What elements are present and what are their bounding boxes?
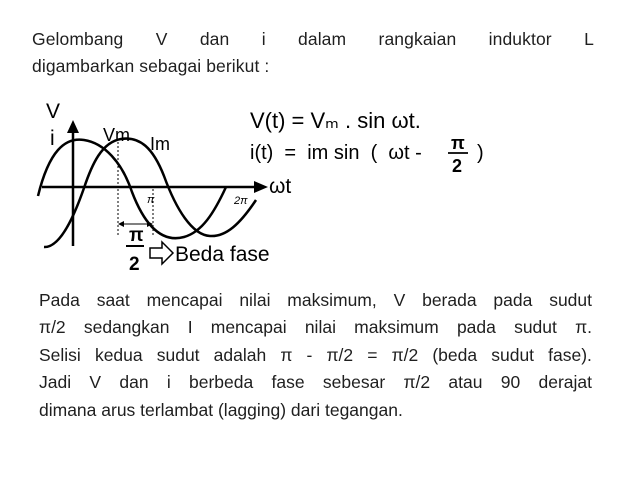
word: Pada xyxy=(39,290,80,310)
word: berada xyxy=(422,290,477,310)
paragraph-line xyxy=(39,342,592,369)
word: i xyxy=(166,372,171,393)
word: pada xyxy=(456,317,496,338)
word: kedua xyxy=(94,344,143,365)
horizontal-axis-arrow xyxy=(254,181,268,193)
word: induktor xyxy=(488,29,552,49)
word: (beda xyxy=(432,344,478,365)
word: = xyxy=(367,344,378,365)
word: sudut xyxy=(156,344,200,365)
word: V xyxy=(155,29,168,49)
beda-fase-label: Beda fase xyxy=(175,243,270,266)
axis-label-i: i xyxy=(50,127,55,150)
word: adalah xyxy=(213,344,267,365)
fraction-denominator: 2 xyxy=(129,254,140,275)
paragraph-line xyxy=(39,369,592,396)
intro-line-2: digambarkan sebagai berikut : xyxy=(32,56,270,76)
fraction-numerator: π xyxy=(129,225,144,246)
equation-close-paren: ) xyxy=(477,142,484,164)
word: i xyxy=(261,29,266,49)
word: Selisi xyxy=(39,344,81,365)
voltage-wave xyxy=(38,140,226,239)
word: maksimum, xyxy=(287,290,377,310)
axis-label-v: V xyxy=(46,100,61,123)
paragraph-line xyxy=(39,287,592,314)
word: π/2 xyxy=(39,317,66,338)
word: sedangkan xyxy=(83,317,170,338)
word: L xyxy=(584,29,594,49)
word: π/2 xyxy=(391,344,419,365)
axis-label-wt: ωt xyxy=(269,175,292,198)
word: dan xyxy=(199,29,230,49)
word: Jadi xyxy=(39,372,72,393)
word: - xyxy=(306,344,313,365)
word: dalam xyxy=(298,29,347,49)
word: saat xyxy=(96,290,130,310)
paragraph-line-last: dimana arus terlambat (lagging) dari tegangan. xyxy=(39,399,403,420)
word: sudut xyxy=(491,344,535,365)
word: Gelombang xyxy=(32,29,124,49)
word: π/2 xyxy=(326,344,354,365)
word: sebesar xyxy=(322,372,386,393)
paragraph-line xyxy=(39,314,592,341)
label-im: Im xyxy=(150,134,170,154)
word: derajat xyxy=(538,372,592,393)
word: V xyxy=(393,290,406,310)
word: I xyxy=(187,317,193,338)
word: berbeda xyxy=(189,372,254,393)
word: atau xyxy=(448,372,483,393)
explanation-paragraph xyxy=(39,287,592,424)
word: pada xyxy=(493,290,533,310)
tick-2pi: 2π xyxy=(234,195,248,207)
word: dan xyxy=(119,372,149,393)
equation-two: 2 xyxy=(452,156,463,176)
vertical-axis-arrow xyxy=(67,120,79,133)
word: π/2 xyxy=(403,372,431,393)
word: 90 xyxy=(500,372,521,393)
word: π. xyxy=(575,317,592,338)
tick-pi: π xyxy=(147,194,155,206)
equation-current: i(t) = im sin ( ωt - xyxy=(250,142,422,164)
word: rangkaian xyxy=(378,29,457,49)
word: nilai xyxy=(304,317,336,338)
phase-diagram xyxy=(34,96,554,281)
word: V xyxy=(89,372,102,393)
word: sudut xyxy=(549,290,592,310)
intro-text xyxy=(32,26,594,80)
word: fase xyxy=(271,372,305,393)
word: nilai xyxy=(239,290,271,310)
equation-voltage: V(t) = Vₘ . sin ωt. xyxy=(250,108,421,133)
hollow-arrow-icon xyxy=(150,242,173,264)
label-vm: Vm xyxy=(103,125,130,145)
phase-arrow-left-head xyxy=(118,221,124,227)
word: mencapai xyxy=(210,317,287,338)
word: mencapai xyxy=(146,290,223,310)
equation-pi: π xyxy=(451,133,465,153)
word: π xyxy=(280,344,293,365)
word: maksimum xyxy=(354,317,439,338)
word: fase). xyxy=(548,344,592,365)
word: sudut xyxy=(514,317,557,338)
intro-line-1 xyxy=(32,26,594,53)
